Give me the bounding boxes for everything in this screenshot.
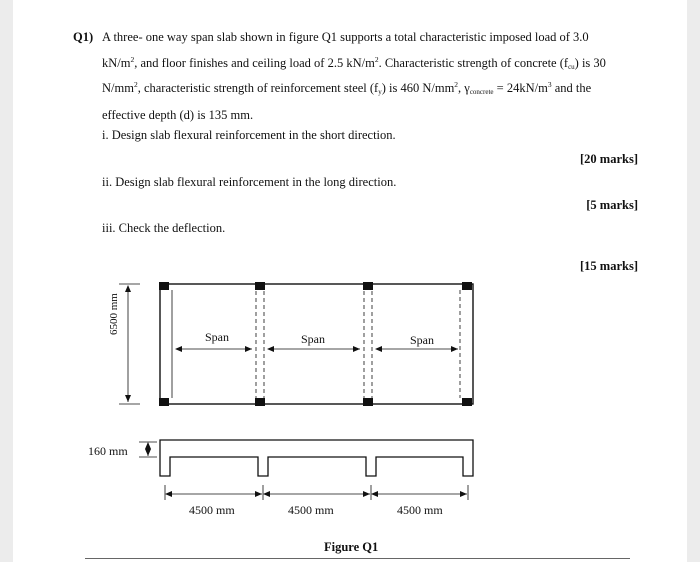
span-dim-label-3: 4500 mm [397,503,443,517]
column-t2 [255,282,265,290]
column-b3 [363,398,373,406]
question-number: Q1) [73,30,94,44]
figure-caption: Figure Q1 [324,540,379,554]
part-ii-marks: [5 marks] [586,198,638,212]
slab-section [139,440,473,476]
span-dim-label-1: 4500 mm [189,503,235,517]
part-i-marks: [20 marks] [580,152,638,166]
question-line-2: $kN/m^2$, and floor finishes and ceiling load of 2.5 $kN/m^2$. Characteristic strength of concrete $(f_{cu})$ is 30 [102,55,606,71]
question-line-3: $N/mm^2$, characteristic strength of reinforcement steel $(f_y)$ is 460 $N/mm^2$, $\gamma_{concrete} = 24kN/m^3$ and the [102,80,592,96]
height-dimension [119,284,140,404]
span-label-1: Span [205,330,229,344]
bottom-divider [85,558,630,559]
column-tr [462,282,472,290]
part-iii-marks: [15 marks] [580,259,638,273]
question-line-1: A three- one way span slab shown in figure Q1 supports a total characteristic imposed load of 3.0 [102,30,589,44]
thickness-label: 160 mm [88,444,128,458]
span-label-2: Span [301,332,325,346]
height-dimension-label: 6500 mm [108,293,120,335]
question-line-4: effective depth (d) is 135 mm. [102,108,254,122]
column-tl [159,282,169,290]
column-bl [159,398,169,406]
part-i-text: i. Design slab flexural reinforcement in the short direction. [102,128,396,142]
span-dimensions [165,485,468,500]
column-b2 [255,398,265,406]
span-dim-label-2: 4500 mm [288,503,334,517]
part-ii-text: ii. Design slab flexural reinforcement in the long direction. [102,175,397,189]
column-t3 [363,282,373,290]
span-label-3: Span [410,333,434,347]
column-br [462,398,472,406]
part-iii-text: iii. Check the deflection. [102,221,226,235]
